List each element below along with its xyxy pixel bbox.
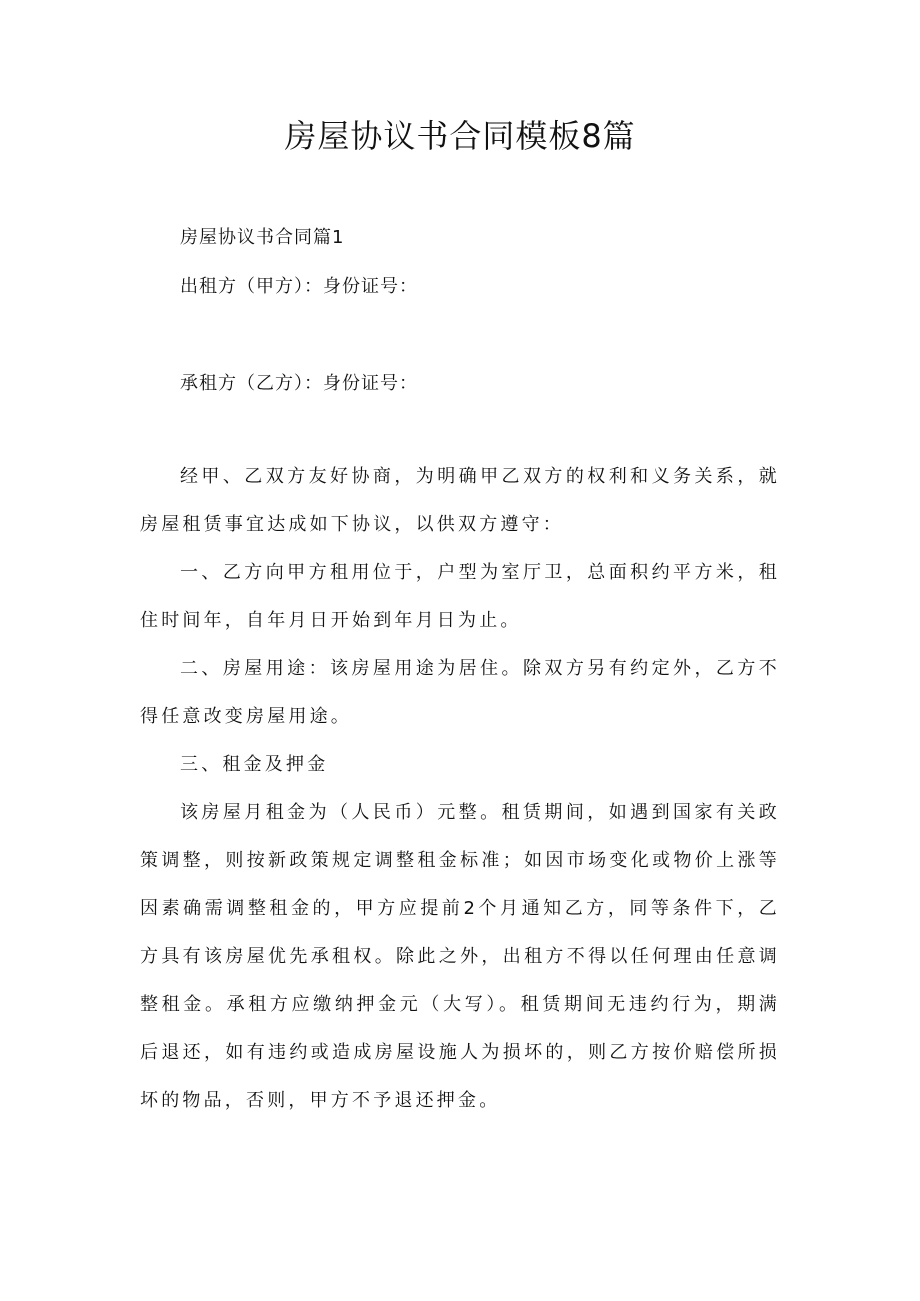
- lessee-id-line: 承租方（乙方）：身份证号：: [180, 373, 418, 394]
- paragraph-clause-3: 该房屋月租金为（人民币）元整。租赁期间，如遇到国家有关政策调整，则按新政策规定调整租金标准；如因市场变化或物价上涨等因素确需调整租金的，甲方应提前2个月通知乙方，同等条件下，乙方具有该房屋优先承租权。除此之外，出租方不得以任何理由任意调整租金。承租方应缴纳押金元（大写）。租赁期间无违约行为，期满后退还，如有违约或造成房屋设施人为损坏的，则乙方按价赔偿所损坏的物品，否则，甲方不予退还押金。: [140, 802, 780, 1111]
- clause-3-heading: 三、租金及押金: [180, 754, 329, 775]
- paragraph-intro: 经甲、乙双方友好协商，为明确甲乙双方的权利和义务关系，就房屋租赁事宜达成如下协议，以供双方遵守：: [140, 466, 780, 535]
- paragraph-clause-1: 一、乙方向甲方租用位于，户型为室厅卫，总面积约平方米，租住时间年，自年月日开始到年月日为止。: [140, 562, 780, 631]
- lessor-id-line: 出租方（甲方）：身份证号：: [180, 276, 418, 297]
- paragraph-clause-2: 二、房屋用途：该房屋用途为居住。除双方另有约定外，乙方不得任意改变房屋用途。: [140, 658, 780, 727]
- section-heading: 房屋协议书合同篇1: [180, 227, 345, 248]
- document-title: 房屋协议书合同模板8篇: [284, 117, 636, 155]
